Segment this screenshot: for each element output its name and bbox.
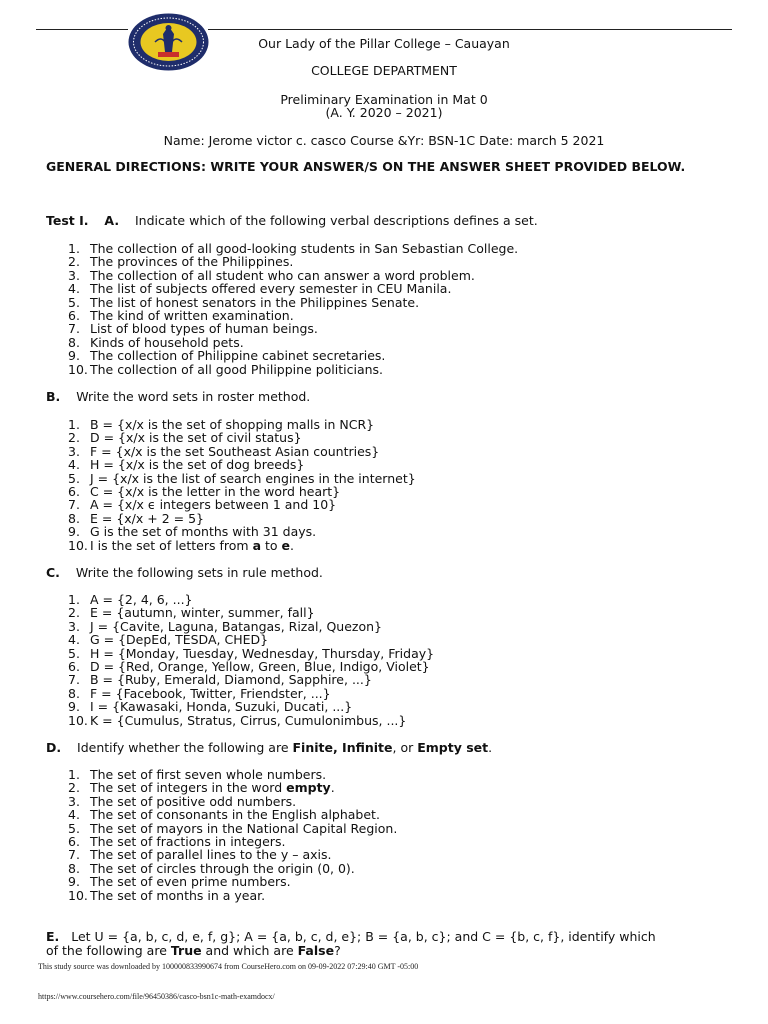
list-item: 1. B = {x/x is the set of shopping malls in NCR} xyxy=(68,417,375,432)
section-c-list xyxy=(68,593,728,727)
section-b-label: B. xyxy=(46,389,61,404)
list-item: 3. J = {Cavite, Laguna, Batangas, Rizal, Quezon} xyxy=(68,618,382,634)
list-item: 5. J = {x/x is the list of search engines in the internet} xyxy=(68,470,416,486)
section-d-list xyxy=(68,768,728,902)
list-item: 7. The set of parallel lines to the y – axis. xyxy=(68,847,332,863)
list-item: 9. G is the set of months with 31 days. xyxy=(68,524,317,540)
list-item: 1. The collection of all good-looking students in San Sebastian College. xyxy=(68,241,519,256)
section-e-label: E. xyxy=(46,929,60,944)
section-d-label: D. xyxy=(46,740,62,755)
student-info: Name: Jerome victor c. casco Course &Yr: BSN-1C Date: march 5 2021 xyxy=(163,133,605,148)
list-item: 6. C = {x/x is the letter in the word heart} xyxy=(68,484,341,500)
section-e-heading xyxy=(46,930,736,958)
list-item: 7. List of blood types of human beings. xyxy=(68,321,318,337)
list-item: 8. The set of circles through the origin (0, 0). xyxy=(68,860,355,876)
list-item: 6. D = {Red, Orange, Yellow, Green, Blue, Indigo, Violet} xyxy=(68,659,430,675)
section-c-label: C. xyxy=(46,565,60,580)
list-item: 4. H = {x/x is the set of dog breeds} xyxy=(68,457,305,473)
section-a-instruction: Indicate which of the following verbal descriptions defines a set. xyxy=(134,213,538,228)
list-item: 5. The list of honest senators in the Philippines Senate. xyxy=(68,294,420,310)
list-item: 2. E = {autumn, winter, summer, fall} xyxy=(68,605,315,621)
list-item: 4. The set of consonants in the English alphabet. xyxy=(68,807,380,823)
list-item: 10. The collection of all good Philippine politicians. xyxy=(68,361,384,377)
list-item: 8. Kinds of household pets. xyxy=(68,334,244,350)
list-item: 8. E = {x/x + 2 = 5} xyxy=(68,510,204,526)
section-a-label: A. xyxy=(104,213,120,228)
list-item: 4. The list of subjects offered every semester in CEU Manila. xyxy=(68,281,452,297)
list-item: 3. F = {x/x is the set Southeast Asian countries} xyxy=(68,443,380,459)
list-item: 5. H = {Monday, Tuesday, Wednesday, Thursday, Friday} xyxy=(68,645,435,661)
list-item: 2. D = {x/x is the set of civil status} xyxy=(68,430,302,446)
section-e-line1: Let U = {a, b, c, d, e, f, g}; A = {a, b, c, d, e}; B = {a, b, c}; and C = {b, c, f}, identify which xyxy=(71,929,656,944)
list-item: 8. F = {Facebook, Twitter, Friendster, ...} xyxy=(68,685,331,701)
list-item: 7. A = {x/x ϵ integers between 1 and 10} xyxy=(68,497,337,513)
list-item: 2. The set of integers in the word empty. xyxy=(68,780,335,796)
section-b-heading xyxy=(46,389,310,405)
academic-year: (A. Y. 2020 – 2021) xyxy=(325,105,443,120)
test-label: Test I. xyxy=(46,213,89,228)
list-item: 1. A = {2, 4, 6, ...} xyxy=(68,592,193,607)
source-url[interactable]: https://www.coursehero.com/file/96450386/casco-bsn1c-math-examdocx/ xyxy=(38,992,275,1001)
header-rule-left xyxy=(36,29,128,30)
section-a-heading xyxy=(46,213,538,229)
list-item: 10. K = {Cumulus, Stratus, Cirrus, Cumulonimbus, ...} xyxy=(68,712,407,728)
list-item: 9. I = {Kawasaki, Honda, Suzuki, Ducati, ...} xyxy=(68,699,353,715)
college-name: Our Lady of the Pillar College – Cauayan xyxy=(258,36,510,51)
list-item: 6. The set of fractions in integers. xyxy=(68,834,286,850)
list-item: 5. The set of mayors in the National Capital Region. xyxy=(68,820,398,836)
download-note: This study source was downloaded by 100000833990674 from CourseHero.com on 09-09-2022 07:29:40 GMT -05:00 xyxy=(38,962,419,971)
list-item: 3. The set of positive odd numbers. xyxy=(68,793,297,809)
list-item: 9. The set of even prime numbers. xyxy=(68,874,291,890)
section-a-list xyxy=(68,242,728,376)
list-item: 3. The collection of all student who can answer a word problem. xyxy=(68,267,475,283)
list-item: 4. G = {DepEd, TESDA, CHED} xyxy=(68,632,269,648)
section-b-list xyxy=(68,418,728,552)
header-rule-right xyxy=(208,29,732,30)
section-c-instruction: Write the following sets in rule method. xyxy=(75,565,323,580)
list-item: 10. I is the set of letters from a to e. xyxy=(68,537,294,553)
general-directions: GENERAL DIRECTIONS: WRITE YOUR ANSWER/S ON THE ANSWER SHEET PROVIDED BELOW. xyxy=(46,159,686,174)
list-item: 6. The kind of written examination. xyxy=(68,308,294,324)
section-d-heading xyxy=(46,740,492,756)
section-d-instruction: Identify whether the following are Finite, Infinite, or Empty set. xyxy=(77,740,493,755)
list-item: 1. The set of first seven whole numbers. xyxy=(68,767,327,782)
list-item: 10. The set of months in a year. xyxy=(68,887,266,903)
exam-title: Preliminary Examination in Mat 0 xyxy=(280,92,488,107)
department-title: COLLEGE DEPARTMENT xyxy=(311,63,457,78)
section-c-heading xyxy=(46,565,323,581)
section-e-line2: of the following are True and which are False? xyxy=(46,943,341,958)
section-b-instruction: Write the word sets in roster method. xyxy=(76,389,311,404)
list-item: 2. The provinces of the Philippines. xyxy=(68,254,294,270)
list-item: 7. B = {Ruby, Emerald, Diamond, Sapphire, ...} xyxy=(68,672,372,688)
list-item: 9. The collection of Philippine cabinet secretaries. xyxy=(68,348,386,364)
